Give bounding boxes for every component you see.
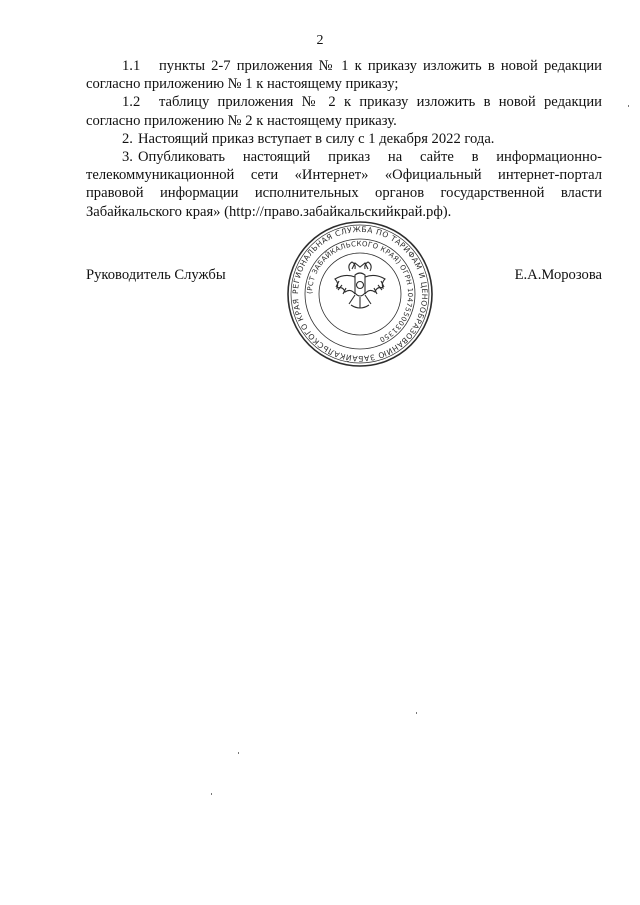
item-text: Настоящий приказ вступает в силу с 1 декабря 2022 года. bbox=[137, 130, 495, 147]
item-1-2 bbox=[86, 93, 602, 129]
page-number: 2 bbox=[316, 33, 324, 48]
seal-inner-text: (РСТ ЗАБАЙКАЛЬСКОГО КРАЯ) ОГРН 1047550031350 bbox=[305, 239, 415, 344]
scan-speck bbox=[628, 105, 629, 107]
svg-text:(РСТ ЗАБАЙКАЛЬСКОГО КРАЯ) ОГРН bbox=[306, 240, 414, 344]
item-1-1 bbox=[86, 57, 602, 93]
scan-speck bbox=[211, 793, 212, 795]
signer-name: Е.А.Морозова bbox=[514, 267, 602, 283]
item-number: 3. bbox=[122, 149, 133, 166]
item-number: 1.1 bbox=[122, 58, 141, 74]
item-text: Опубликовать настоящий приказ на сайте в информационно-телекоммуникационной сети «Интернет» «Официальный интернет-портал правовой информации исполнительных органов государственной власти Забайкальского края» (http://право.забайкальскийкрай.рф). bbox=[86, 149, 602, 220]
scan-speck bbox=[238, 752, 239, 754]
item-3 bbox=[86, 148, 602, 221]
scan-speck bbox=[416, 712, 417, 714]
coat-of-arms-eagle-icon bbox=[335, 262, 385, 308]
item-text: пункты 2-7 приложения № 1 к приказу изложить в новой редакции согласно приложению № 1 к настоящему приказу; bbox=[86, 58, 602, 93]
official-seal-stamp bbox=[285, 219, 435, 369]
item-text: таблицу приложения № 2 к приказу изложить в новой редакции согласно приложению № 2 к настоящему приказу. bbox=[86, 94, 602, 129]
item-2 bbox=[86, 130, 602, 148]
item-number: 2. bbox=[122, 130, 133, 147]
document-body bbox=[86, 57, 602, 221]
seal-outer-text: РЕГИОНАЛЬНАЯ СЛУЖБА ПО ТАРИФАМ И ЦЕНООБРАЗОВАНИЮ ЗАБАЙКАЛЬСКОГО КРАЯ bbox=[290, 224, 430, 364]
item-number: 1.2 bbox=[122, 94, 141, 111]
signer-title: Руководитель Службы bbox=[86, 267, 226, 283]
